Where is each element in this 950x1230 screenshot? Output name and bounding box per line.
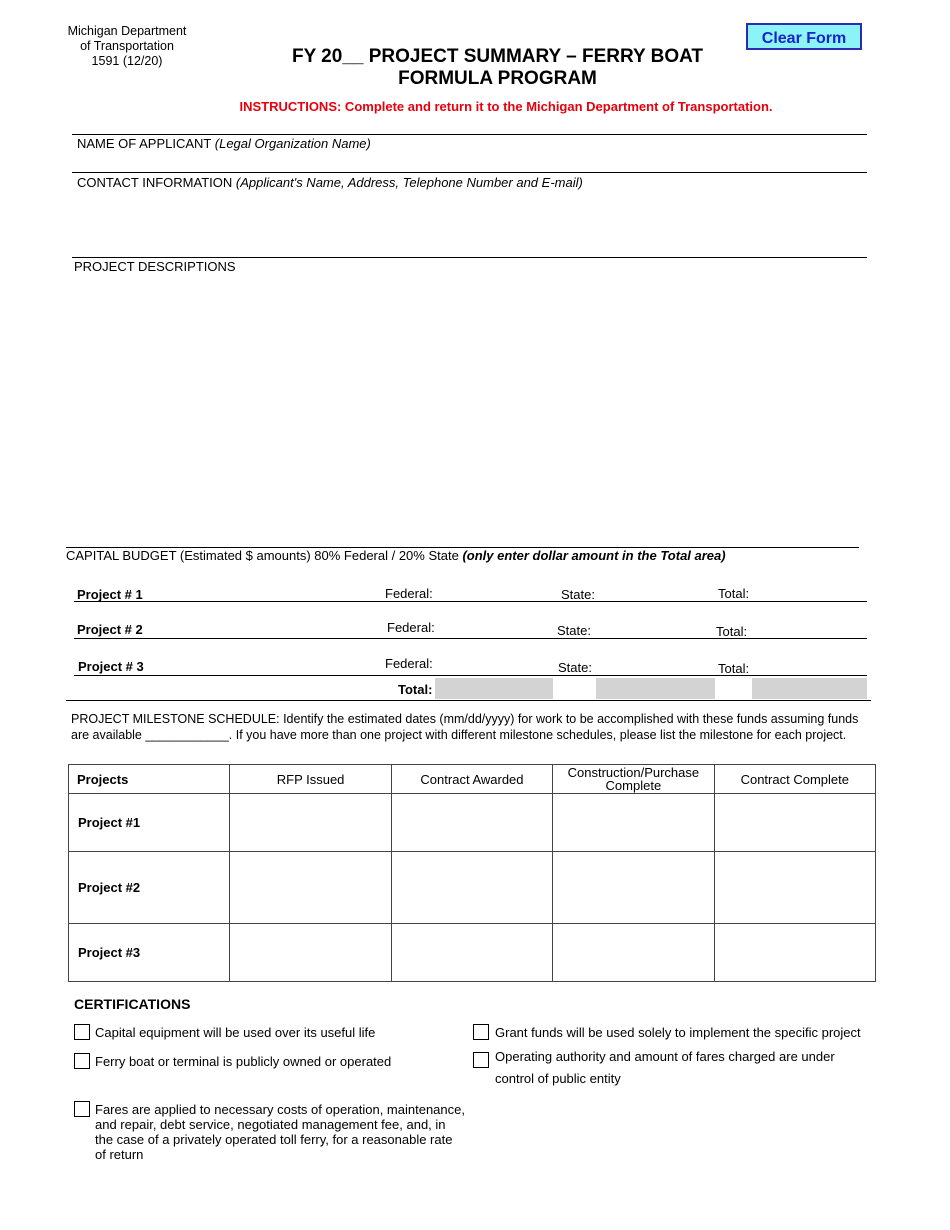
table-row: [69, 924, 876, 982]
capital-budget-heading-text: CAPITAL BUDGET (Estimated $ amounts) 80% Federal / 20% State: [66, 548, 459, 563]
project-descriptions-field[interactable]: [72, 276, 867, 540]
date-cell[interactable]: [230, 924, 391, 982]
date-cell[interactable]: [230, 794, 391, 852]
total-label: Total:: [718, 661, 750, 676]
milestone-instructions-line1: PROJECT MILESTONE SCHEDULE: Identify the estimated dates (mm/dd/yyyy) for work to be accomplished with these funds assuming funds: [71, 712, 859, 726]
state-total-field[interactable]: [596, 678, 715, 699]
total-amount-field[interactable]: [752, 620, 866, 636]
certification-text: Ferry boat or terminal is publicly owned or operated: [95, 1054, 392, 1069]
certifications-heading: CERTIFICATIONS: [74, 996, 191, 1012]
certification-checkbox[interactable]: [74, 1101, 90, 1117]
column-header-projects: Projects: [69, 765, 230, 794]
divider: [74, 601, 867, 602]
certification-text: Operating authority and amount of fares charged are under control of public entity: [495, 1049, 835, 1086]
contact-info-label-text: CONTACT INFORMATION: [77, 175, 233, 190]
capital-budget-note: (only enter dollar amount in the Total area): [462, 548, 726, 563]
row-label-project-3: Project #3: [69, 924, 230, 982]
date-cell[interactable]: [391, 852, 552, 924]
state-amount-field[interactable]: [598, 656, 714, 672]
divider: [72, 257, 867, 258]
grand-total-label: Total:: [398, 682, 433, 697]
divider: [66, 700, 871, 701]
federal-label: Federal:: [385, 586, 433, 601]
applicant-name-label-text: NAME OF APPLICANT: [77, 136, 212, 151]
column-header-construction-complete: Construction/Purchase Complete: [553, 765, 714, 794]
grand-total-field[interactable]: [752, 678, 867, 699]
budget-row-label-project-2: Project # 2: [77, 622, 143, 637]
date-cell[interactable]: [714, 794, 875, 852]
divider: [74, 675, 867, 676]
state-label: State:: [561, 587, 595, 602]
date-cell[interactable]: [391, 794, 552, 852]
clear-form-button[interactable]: Clear Form: [746, 23, 862, 50]
state-label: State:: [557, 623, 591, 638]
applicant-name-field[interactable]: [72, 150, 867, 170]
contact-info-label: [77, 175, 583, 190]
instructions-text: INSTRUCTIONS: Complete and return it to the Michigan Department of Transportation.: [239, 99, 773, 114]
date-cell[interactable]: [391, 924, 552, 982]
certification-checkbox[interactable]: [74, 1024, 90, 1040]
department-header: [52, 24, 202, 69]
certification-text: Fares are applied to necessary costs of operation, maintenance, and repair, debt service, negotiated management fee, and, in the case of a privately operated toll ferry, for a reasonable rate of return: [95, 1102, 465, 1162]
certification-text: Grant funds will be used solely to implement the specific project: [495, 1025, 861, 1040]
milestone-instructions-line2: are available ____________. If you have more than one project with different milestone schedules, please list the milestone for each project.: [71, 728, 847, 742]
milestone-table: [68, 764, 876, 982]
capital-budget-heading: [66, 548, 726, 563]
divider: [72, 134, 867, 135]
date-cell[interactable]: [714, 924, 875, 982]
state-amount-field[interactable]: [598, 620, 714, 636]
date-cell[interactable]: [553, 852, 714, 924]
federal-amount-field[interactable]: [434, 620, 552, 636]
certification-text: Capital equipment will be used over its useful life: [95, 1025, 376, 1040]
budget-row-label-project-1: Project # 1: [77, 587, 143, 602]
total-amount-field[interactable]: [752, 656, 866, 672]
certification-checkbox[interactable]: [74, 1053, 90, 1069]
column-header-contract-complete: Contract Complete: [714, 765, 875, 794]
milestone-header-row: [69, 765, 876, 794]
federal-label: Federal:: [387, 620, 435, 635]
applicant-name-label: [77, 136, 371, 151]
milestone-instructions: [71, 711, 881, 743]
project-descriptions-label: PROJECT DESCRIPTIONS: [74, 259, 236, 274]
form-number: 1591 (12/20): [91, 54, 163, 68]
table-row: [69, 852, 876, 924]
contact-info-field[interactable]: [72, 192, 867, 254]
date-cell[interactable]: [714, 852, 875, 924]
state-label: State:: [558, 660, 592, 675]
form-title-line1: FY 20__ PROJECT SUMMARY – FERRY BOAT: [291, 46, 704, 67]
budget-row-label-project-3: Project # 3: [78, 659, 144, 674]
row-label-project-1: Project #1: [69, 794, 230, 852]
table-row: [69, 794, 876, 852]
state-amount-field[interactable]: [598, 584, 714, 600]
federal-amount-field[interactable]: [434, 584, 552, 600]
contact-info-hint: (Applicant's Name, Address, Telephone Number and E-mail): [235, 175, 583, 190]
column-header-contract-awarded: Contract Awarded: [391, 765, 552, 794]
federal-total-field[interactable]: [435, 678, 553, 699]
certification-checkbox[interactable]: [473, 1052, 489, 1068]
divider: [72, 172, 867, 173]
total-label: Total:: [716, 624, 748, 639]
form-title: [250, 46, 745, 90]
department-name-line2: of Transportation: [80, 39, 174, 53]
certification-checkbox[interactable]: [473, 1024, 489, 1040]
divider: [74, 638, 867, 639]
federal-label: Federal:: [385, 656, 433, 671]
total-amount-field[interactable]: [752, 584, 866, 600]
form-title-line2: FORMULA PROGRAM: [398, 68, 597, 89]
date-cell[interactable]: [553, 794, 714, 852]
date-cell[interactable]: [230, 852, 391, 924]
row-label-project-2: Project #2: [69, 852, 230, 924]
total-label: Total:: [718, 586, 750, 601]
column-header-rfp-issued: RFP Issued: [230, 765, 391, 794]
date-cell[interactable]: [553, 924, 714, 982]
department-name-line1: Michigan Department: [67, 24, 187, 38]
applicant-name-hint: (Legal Organization Name): [214, 136, 371, 151]
federal-amount-field[interactable]: [434, 656, 552, 672]
